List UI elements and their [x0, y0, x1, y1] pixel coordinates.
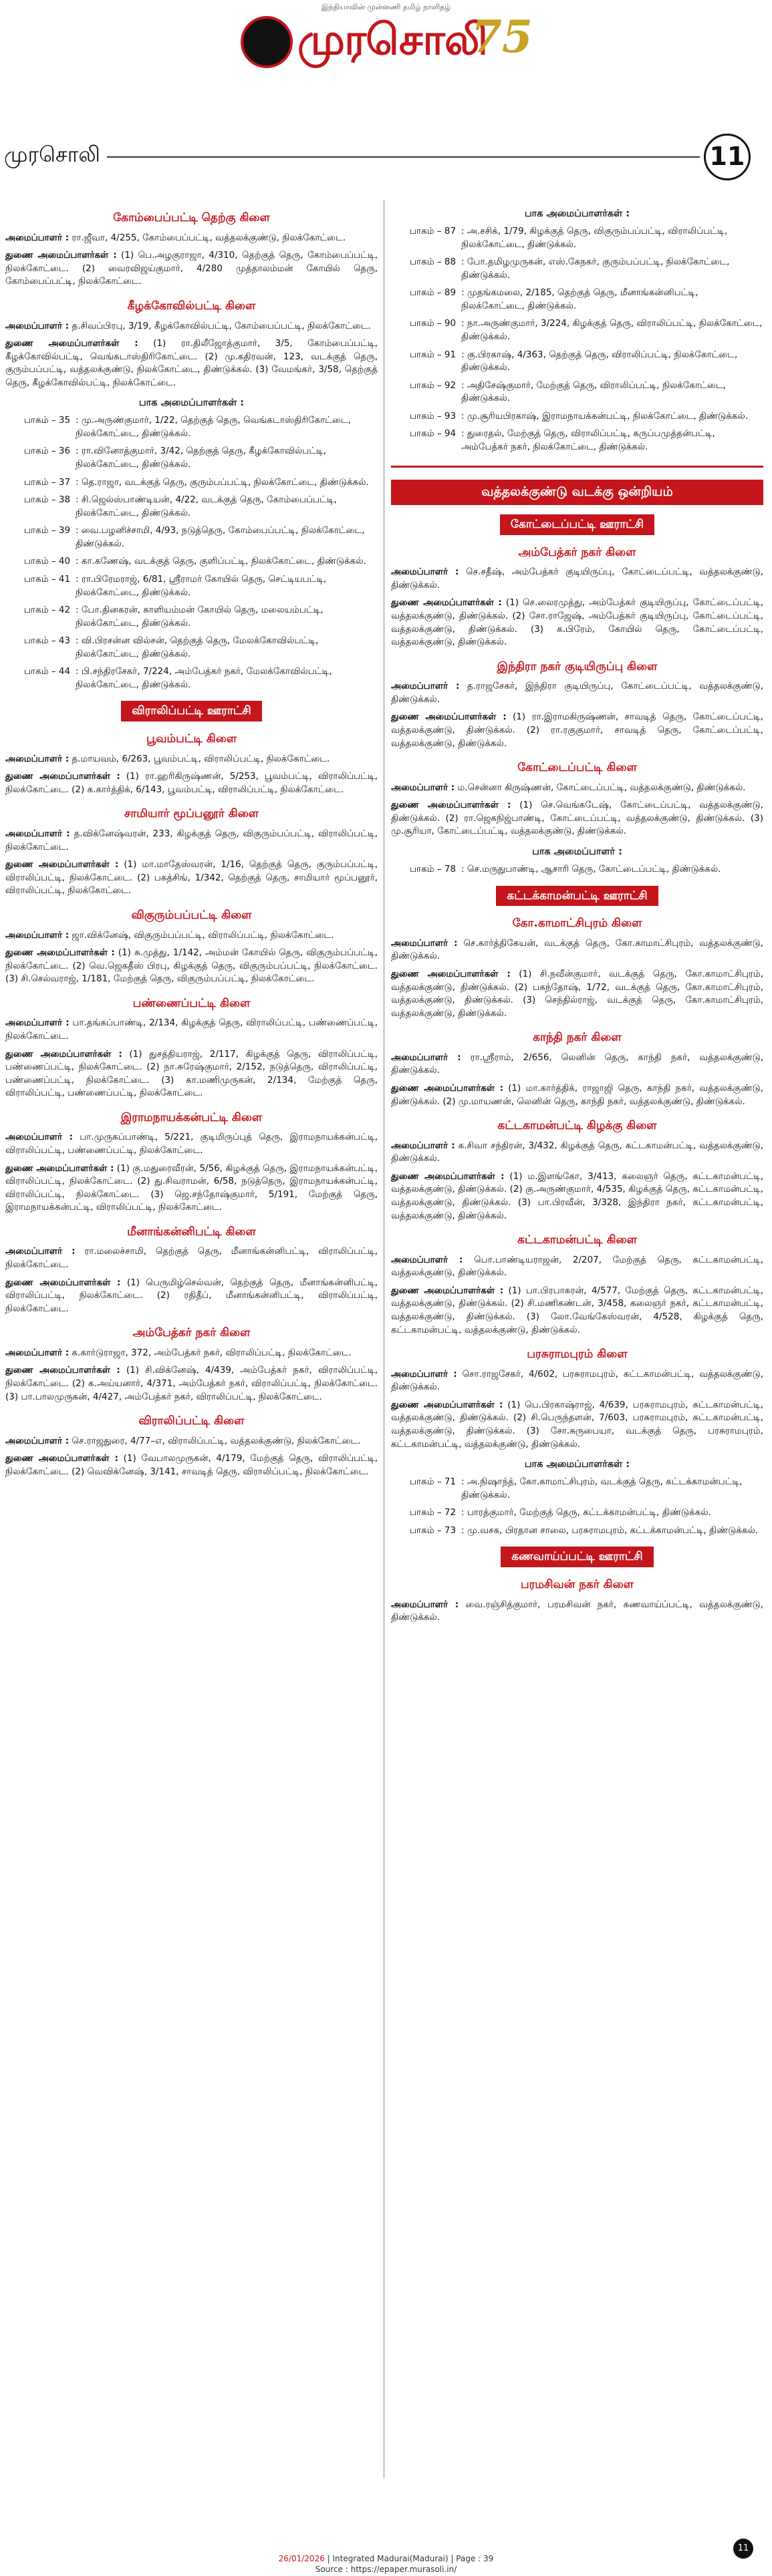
appointee-details: (1) கு.மதுரைவீரன், 5/56, கிழக்குத் தெரு, இராமநாயக்கன்பட்டி, விராலிப்பட்டி, நிலக்கோட்டை. (2) து.சிவராமன், 6/58, நடுத்தெரு, இராமநாயக்கன்பட்டி, விராலிப்பட்டி, நிலக்கோட்டை. (3) ஜெ.சந்தோஷ்குமார், 5/191, மேற்குத் தெரு, இராமநாயக்கன்பட்டி, விராலிப்பட்டி, நிலக்கோட்டை. [5, 1162, 378, 1213]
branch-heading: மீனாங்கன்னிபட்டி கிளை [127, 1225, 256, 1239]
appointee-details: (1) பா.பிரபாகரன், 4/577, மேற்குத் தெரு, கட்டகாமன்பட்டி, வத்தலக்குண்டு, திண்டுக்கல். (2) சி.மணிகண்டன், 3/458, கலைஞர் நகர், கட்டகாமன்பட்டி, வத்தலக்குண்டு, திண்டுக்கல். (3) லோ.வேங்கேஸ்வரன், 4/528, கிழக்குத் தெரு, கட்டகாமன்பட்டி, வத்தலக்குண்டு, திண்டுக்கல். [391, 1285, 763, 1335]
role-label: அமைப்பாளர் : [391, 1140, 455, 1151]
role-label: துணை அமைப்பாளர்கள் : [391, 1170, 505, 1182]
booth-number: பாகம் – 88 [410, 257, 457, 268]
booth-appointee: : பி.சந்திரசேகர், 7/224, அம்பேத்கர் நகர், மேலக்கோவில்பட்டி, நிலக்கோட்டை, திண்டுக்கல். [76, 666, 332, 690]
booth-entry [5, 476, 378, 490]
booth-entry [5, 604, 378, 630]
booth-number: பாகம் – 42 [24, 605, 71, 616]
appointee-details: (1) மா.மாதேஸ்வரன், 1/16, தெற்குத் தெரு, குரும்பப்பட்டி, விராலிப்பட்டி, நிலக்கோட்டை. (2) பகத்சிங், 1/342, தெற்குத் தெரு, சாமியார் மூப்பனூர், விராலிப்பட்டி, நிலக்கோட்டை. [5, 859, 378, 897]
role-label: அமைப்பாளர் : [391, 937, 458, 949]
appointee-details: (1) பெருமிழ்செல்வன், தெற்குத் தெரு, மீனாங்கன்னிபட்டி, விராலிப்பட்டி, நிலக்கோட்டை. (2) ரதிதீப், மீனாங்கன்னிபட்டி, விராலிப்பட்டி, நிலக்கோட்டை. [5, 1277, 378, 1314]
booth-entry [391, 410, 763, 424]
panchayat-heading: கணவாய்ப்பட்டி ஊராட்சி [501, 1547, 653, 1567]
appointee-details: (1) பெ.பிரகாஷ்ராஜ், 4/639, பரசுராமபுரம், கட்டகாமன்பட்டி, வத்தலக்குண்டு, திண்டுக்கல். (2) சி.பெருந்தளன், 7/603, பரசுராமபுரம், கட்டகாமன்பட்டி, வத்தலக்குண்டு, திண்டுக்கல். (3) சோ.சுருபையா, வடக்குத் தெரு, பரசுராமபுரம், கட்டகாமன்பட்டி, வத்தலக்குண்டு, திண்டுக்கல். [391, 1399, 763, 1450]
panchayat-heading: கட்டக்காமன்பட்டி ஊராட்சி [496, 886, 658, 907]
appointment-entry [391, 968, 763, 1020]
branch-heading: அம்பேத்கர் நகர் கிளை [132, 1326, 251, 1340]
appointee-details: த.சிவப்பிரபு, 3/19, கீழக்கோவில்பட்டி, கோம்பைப்பட்டி, நிலக்கோட்டை. [69, 320, 371, 331]
booth-appointee: : வை.பழனிச்சாமி, 4/93, நடுத்தெரு, கோம்பைப்பட்டி, நிலக்கோட்டை, திண்டுக்கல். [76, 525, 365, 549]
booth-entry [391, 1506, 763, 1520]
appointee-details: பொ.பாண்டியராஜன், 2/207, மேற்குத் தெரு, கட்டகாமன்பட்டி, வத்தலக்குண்டு, திண்டுக்கல். [391, 1254, 763, 1279]
booth-number: பாகம் – 91 [410, 349, 457, 360]
booth-number: பாகம் – 41 [24, 573, 71, 585]
page-number-badge: 11 [704, 134, 751, 180]
booth-appointee: : செ.மருதுபாண்டி, ஆசாரி தெரு, கோட்டைப்பட்டி, திண்டுக்கல். [461, 864, 721, 875]
appointee-details: த.விக்னேஷ்வரன், 233, கிழக்குத் தெரு, விகுரும்பப்பட்டி, விராலிப்பட்டி, நிலக்கோட்டை. [5, 828, 378, 852]
role-label: துணை அமைப்பாளர்கள் : [5, 859, 119, 870]
footer-line-1 [0, 2553, 772, 2564]
booth-number: பாகம் – 35 [24, 415, 71, 426]
role-label: துணை அமைப்பாளர்கள் : [391, 800, 511, 811]
role-label: துணை அமைப்பாளர்கள் : [5, 1277, 121, 1288]
booth-appointee: : கு.பிரகாஷ், 4/363, தெற்குத் தெரு, விராலிப்பட்டி, நிலக்கோட்டை, திண்டுக்கல். [461, 349, 738, 373]
appointment-entry [391, 1082, 763, 1108]
appointment-entry [391, 937, 763, 963]
booth-entry [5, 665, 378, 691]
role-label: அமைப்பாளர் : [5, 929, 70, 941]
booth-appointee: : அ.நிஷாந்த், கோ.காமாட்சிபுரம், வடக்குத் தெரு, கட்டக்காமன்பட்டி, திண்டுக்கல். [461, 1476, 743, 1500]
booth-entry [391, 349, 763, 375]
masthead [0, 0, 772, 79]
appointment-entry [5, 249, 378, 289]
branch-heading: இராமநாயக்கன்பட்டி கிளை [120, 1110, 263, 1124]
role-label: துணை அமைப்பாளர்கள் : [5, 1162, 114, 1174]
appointment-entry [391, 1285, 763, 1337]
booth-entry [5, 573, 378, 599]
booth-number: பாகம் – 40 [24, 556, 71, 567]
branch-heading: கோ.காமாட்சிபுரம் கிளை [512, 917, 642, 931]
appointment-entry [5, 1131, 378, 1157]
booth-number: பாகம் – 90 [410, 318, 457, 329]
footer-source: Source : https://epaper.murasoli.in/ [315, 2565, 457, 2575]
booth-entry [391, 1524, 763, 1538]
role-label: அமைப்பாளர் : [391, 782, 455, 793]
booth-number: பாகம் – 73 [410, 1524, 457, 1536]
appointee-details: ரா.ஜீவா, 4/255, கோம்பைப்பட்டி, வத்தலக்குண்டு, நிலக்கோட்டை. [69, 232, 346, 243]
appointee-details: (1) சி.நவீன்குமார், வடக்குத் தெரு, கோ.காமாட்சிபுரம், வத்தலக்குண்டு, திண்டுக்கல். (2) பகந்தோஷ், 1/72, வடக்குத் தெரு, கோ.காமாட்சிபுரம், வத்தலக்குண்டு, திண்டுக்கல். (3) செந்தில்ராஜ், வடக்குத் தெரு, கோ.காமாட்சிபுரம், வத்தலக்குண்டு, திண்டுக்கல். [391, 968, 763, 1019]
appointment-entry [391, 566, 763, 592]
booth-entry [391, 379, 763, 406]
booth-appointee: : துரைதல், மேற்குத் தெரு, விராலிப்பட்டி, கருப்பமுத்தன்பட்டி, அம்பேத்கர் நகர், நிலக்கோட்டை, திண்டுக்கல். [461, 428, 715, 452]
booth-appointee: : அதிசேஷ்குமார், மேற்குத் தெரு, விராலிப்பட்டி, நிலக்கோட்டை, திண்டுக்கல். [461, 379, 726, 404]
booth-number: பாகம் – 39 [24, 525, 71, 536]
role-label: அமைப்பாளர் : [5, 1132, 74, 1143]
appointee-details: (1) ரா.ஹரிகிருஷ்ணன், 5/253, பூவம்பட்டி, விராலிப்பட்டி, நிலக்கோட்டை. (2) க.கார்த்திக், 6/143, பூவம்பட்டி, விராலிப்பட்டி, நிலக்கோட்டை. [5, 771, 378, 795]
branch-heading: பண்ணைப்பட்டி கிளை [132, 996, 251, 1010]
role-label: துணை அமைப்பாளர்கள் : [5, 1048, 122, 1060]
role-label: அமைப்பாளர் : [391, 1599, 459, 1610]
appointment-entry [391, 711, 763, 750]
appointee-details: ரா.ஸ்ரீராம், 2/656, லெனின் தெரு, காந்தி நகர், வத்தலக்குண்டு, திண்டுக்கல். [391, 1052, 763, 1076]
appointee-details: செ.கார்த்திகேயன், வடக்குத் தெரு, கோ.காமாட்சிபுரம், வத்தலக்குண்டு, திண்டுக்கல். [391, 937, 763, 962]
booth-number: பாகம் – 38 [24, 494, 71, 506]
branch-heading: விராலிப்பட்டி கிளை [138, 1414, 245, 1428]
branch-heading: விகுரும்பப்பட்டி கிளை [131, 908, 252, 922]
branch-heading: கோட்டைப்பட்டி கிளை [517, 761, 637, 775]
branch-heading: அம்பேத்கர் நகர் கிளை [518, 545, 636, 559]
appointment-entry [5, 929, 378, 943]
appointment-entry [5, 1162, 378, 1215]
appointee-details: க.கார்டுராஜா, 372, அம்பேத்கர் நகர், விராலிப்பட்டி, நிலக்கோட்டை. [69, 1347, 352, 1358]
booth-appointee: : அ.சசிக், 1/79, கிழக்குத் தெரு, விகுரும்பப்பட்டி, விராலிப்பட்டி, நிலக்கோட்டை, திண்டுக்கல். [461, 226, 728, 250]
role-label: துணை அமைப்பாளர்கள் : [5, 338, 138, 349]
booth-appointee: : ரா.பிரேமராஜ், 6/81, ஸ்ரீராமர் கோயில் தெரு, செட்டியபட்டி, நிலக்கோட்டை, திண்டுக்கல். [76, 573, 327, 598]
appointee-details: வை.ரஞ்சித்குமார், பரமசிவன் நகர், கணவாய்ப்பட்டி, வத்தலக்குண்டு, திண்டுக்கல். [391, 1599, 763, 1623]
section-name: முரசொலி [4, 142, 100, 167]
booth-number: பாகம் – 89 [410, 287, 457, 299]
appointment-entry [5, 320, 378, 333]
role-label: துணை அமைப்பாளர்கள் : [5, 947, 115, 959]
booth-number: பாகம் – 36 [24, 446, 71, 457]
appointee-details: செ.ராஜதுரை, 4/77–எ, விராலிப்பட்டி, வத்தலக்குண்டு, நிலக்கோட்டை. [69, 1435, 361, 1446]
role-label: துணை அமைப்பாளர்கள் : [5, 1453, 119, 1464]
booth-appointee: : பாரத்குமார், மேற்குத் தெரு, கட்டக்காமன்பட்டி, திண்டுக்கல். [461, 1507, 711, 1518]
appointment-entry [391, 1170, 763, 1223]
booth-entry [391, 317, 763, 343]
booth-appointee: : போ.தமிழமுருகன், எஸ்.கேநகர், குரும்பப்பட்டி, நிலக்கோட்டை, திண்டுக்கல். [461, 257, 730, 281]
union-heading: வத்தலக்குண்டு வடக்கு ஒன்றியம் [391, 480, 763, 505]
appointee-details: (1) செ.லைரமுத்து, அம்பேத்கர் குடியிருப்பு, கோட்டைப்பட்டி, வத்தலக்குண்டு, திண்டுக்கல். (2) சோ.ராஜேஷ், அம்பேத்கர் குடியிருப்பு, கோட்டைப்பட்டி, வத்தலக்குண்டு, திண்டுக்கல். (3) க.பிரேம், கோயில் தெரு, கோட்டைப்பட்டி, வத்தலக்குண்டு, திண்டுக்கல். [391, 597, 764, 648]
appointment-entry [5, 337, 378, 389]
appointee-details: ரா.மலைச்சாமி, தெற்குத் தெரு, மீனாங்கன்னிபட்டி, விராலிப்பட்டி, நிலக்கோட்டை. [5, 1246, 378, 1271]
role-label: துணை அமைப்பாளர்கள் : [391, 711, 507, 723]
appointment-entry [391, 1399, 763, 1451]
appointment-entry [5, 232, 378, 245]
booth-entry [5, 414, 378, 440]
booth-heading: பாக அமைப்பாளர்கள் : [524, 1459, 630, 1470]
booth-entry [391, 287, 763, 313]
appointment-entry [5, 828, 378, 854]
appointee-details: த.ராஜசேகர், இந்திரா குடியிருப்பு, கோட்டைப்பட்டி, வத்தலக்குண்டு, திண்டுக்கல். [391, 681, 763, 705]
booth-number: பாகம் – 37 [24, 476, 71, 488]
appointee-details: (1) ரா.இராமகிருஷ்ணன், சாவடித் தெரு, கோட்டைப்பட்டி, வத்தலக்குண்டு, திண்டுக்கல். (2) ரா.ரகுகுமார், சாவடித் தெரு, கோட்டைப்பட்டி, வத்தலக்குண்டு, திண்டுக்கல். [391, 711, 763, 749]
role-label: அமைப்பாளர் : [5, 753, 70, 764]
section-header [0, 132, 772, 180]
appointee-details: (1) ம.இளங்கோ, 3/413, கலைஞர் தெரு, கட்டகாமன்பட்டி, வத்தலக்குண்டு, திண்டுக்கல். (2) கு.அருண்குமார், 4/535, கிழக்குத் தெரு, கட்டகாமன்பட்டி, வத்தலக்குண்டு, திண்டுக்கல். (3) பா.பிரவீன், 3/328, இந்திரா நகர், கட்டகாமன்பட்டி, வத்தலக்குண்டு, திண்டுக்கல். [391, 1170, 764, 1221]
appointee-details: பா.தங்கப்பாண்டி, 2/134, கிழக்குத் தெரு, விராலிப்பட்டி, பண்ணைப்பட்டி, நிலக்கோட்டை. [5, 1017, 378, 1041]
booth-appointee: : ரா.வினோத்குமார், 3/42, தெற்குத் தெரு, கீழக்கோவில்பட்டி, நிலக்கோட்டை, திண்டுக்கல். [76, 446, 327, 470]
appointment-entry [391, 1599, 763, 1625]
booth-entry [391, 225, 763, 251]
corner-page-number: 11 [733, 2539, 753, 2559]
appointment-entry [391, 1140, 763, 1166]
appointment-entry [391, 782, 763, 795]
left-column [0, 200, 378, 1484]
role-label: துணை அமைப்பாளர்கள் : [5, 1365, 120, 1376]
appointee-details: செ.சதீஷ், அம்பேத்கர் குடியிருப்பு, கோட்டைப்பட்டி, வத்தலக்குண்டு, திண்டுக்கல். [391, 567, 763, 591]
appointment-entry [5, 1364, 378, 1404]
booth-appointee: : சி.ஜெல்ஸ்பாண்டியன், 4/22, வடக்குத் தெரு, கோம்பைப்பட்டி, நிலக்கோட்டை, திண்டுக்கல். [76, 494, 337, 518]
role-label: அமைப்பாளர் : [391, 681, 460, 692]
branch-heading: கட்டகாமன்பட்டி கிழக்கு கிளை [497, 1119, 657, 1133]
booth-entry [391, 256, 763, 282]
appointment-entry [5, 858, 378, 898]
appointee-details: (1) துசத்தியராஜ், 2/117, கிழக்குத் தெரு, விராலிப்பட்டி, பண்ணைப்பட்டி, நிலக்கோட்டை. (2) நா.சுரேஷ்குமார், 2/152, நடுத்தெரு, விராலிப்பட்டி, பண்ணைப்பட்டி, நிலக்கோட்டை. (3) கா.மணிமுருகன், 2/134, மேற்குத் தெரு, விராலிப்பட்டி, பண்ணைப்பட்டி, நிலக்கோட்டை. [5, 1048, 378, 1099]
booth-number: பாகம் – 44 [24, 666, 71, 677]
appointee-details: ம.சென்னா கிருஷ்ணன், கோட்டைப்பட்டி, வத்தலக்குண்டு, திண்டுக்கல். [455, 782, 746, 793]
booth-entry [391, 1476, 763, 1502]
role-label: துணை அமைப்பாளர்கள் : [391, 968, 511, 979]
booth-entry [5, 635, 378, 661]
role-label: அமைப்பாளர் : [391, 1368, 457, 1380]
appointment-entry [5, 1347, 378, 1360]
role-label: அமைப்பாளர் : [5, 320, 70, 331]
footer-edition: | Integrated Madurai(Madurai) | Page : 39 [324, 2554, 494, 2563]
booth-number: பாகம் – 72 [410, 1507, 457, 1518]
appointment-entry [5, 770, 378, 796]
booth-number: பாகம் – 43 [24, 635, 71, 647]
booth-number: பாகம் – 87 [410, 226, 457, 237]
section-separator [391, 466, 763, 468]
role-label: அமைப்பாளர் : [5, 1246, 76, 1257]
branch-heading: பூவம்பட்டி கிளை [146, 732, 237, 746]
booth-number: பாகம் – 71 [410, 1476, 457, 1488]
appointee-details: (1) மா.கார்த்திக், ராஜாஜி தெரு, காந்தி நகர், வத்தலக்குண்டு, திண்டுக்கல். (2) மு.மாயணன், லெனின் தெரு, காந்தி நகர், வத்தலக்குண்டு, திண்டுக்கல். [391, 1083, 763, 1107]
role-label: அமைப்பாளர் : [5, 828, 70, 840]
booth-appointee: : மு.அருண்குமார், 1/22, தெற்குத் தெரு, வெங்கடாஸ்திரிகோட்டை, நிலக்கோட்டை, திண்டுக்கல். [76, 415, 351, 439]
role-label: அமைப்பாளர் : [391, 567, 459, 578]
branch-heading: கீழக்கோவில்பட்டி கிளை [127, 299, 256, 313]
booth-entry [391, 428, 763, 454]
panchayat-heading: விராலிப்பட்டி ஊராட்சி [121, 701, 262, 721]
branch-heading: சாமியார் மூப்பனூர் கிளை [124, 807, 259, 821]
role-label: அமைப்பாளர் : [5, 1017, 70, 1029]
appointee-details: த.மாயவம், 6/263, பூவம்பட்டி, விராலிப்பட்டி, நிலக்கோட்டை. [69, 753, 330, 764]
appointment-entry [5, 1277, 378, 1316]
role-label: அமைப்பாளர் : [391, 1254, 463, 1265]
appointment-entry [391, 799, 763, 838]
role-label: அமைப்பாளர் : [5, 232, 70, 243]
role-label: அமைப்பாளர் : [391, 1052, 461, 1063]
appointee-details: (1) ரா.திலீஜோத்குமார், 3/5, கோம்பைப்பட்டி, கீழக்கோவில்பட்டி, வெங்கடாஸ்திரிகோட்டை. (2) மு.கதிரவன், 123, வடக்குத் தெரு, குரும்பப்பட்டி, வத்தலக்குண்டு, நிலக்கோட்டை, திண்டுக்கல். (3) வேமங்கர், 3/58, தெற்குத் தெரு, கீழக்கோவில்பட்டி, நிலக்கோட்டை. [5, 338, 378, 388]
role-label: துணை அமைப்பாளர்கள் : [391, 1285, 504, 1296]
booth-number: பாகம் – 78 [410, 864, 457, 875]
role-label: துணை அமைப்பாளர்கள் : [391, 597, 502, 609]
emblem-icon [241, 16, 293, 68]
booth-heading: பாக அமைப்பாளர்கள் : [138, 397, 245, 409]
role-label: துணை அமைப்பாளர்கள் : [391, 1399, 503, 1410]
branch-heading: கோம்பைப்பட்டி தெற்கு கிளை [113, 211, 270, 224]
appointment-entry [5, 1048, 378, 1100]
appointment-entry [5, 1245, 378, 1271]
role-label: அமைப்பாளர் : [5, 1347, 70, 1358]
appointee-details: (1) வேபாலமுருகன், 4/179, மேற்குத் தெரு, விராலிப்பட்டி, நிலக்கோட்டை. (2) வெவிக்னேஷ், 3/141, சாவடித் தெரு, விராலிப்பட்டி, நிலக்கோட்டை. [5, 1453, 378, 1477]
anniversary-badge: 75 [471, 11, 533, 63]
branch-heading: கட்டகாமன்பட்டி கிளை [517, 1233, 637, 1247]
branch-heading: பரமசிவன் நகர் கிளை [520, 1578, 634, 1592]
appointment-entry [5, 753, 378, 766]
booth-number: பாகம் – 92 [410, 379, 457, 391]
newspaper-name: முரசொலி [297, 15, 487, 65]
appointee-details: ஜா.விக்னேஷ், விகுரும்பப்பட்டி, விராலிப்பட்டி, நிலக்கோட்டை. [69, 929, 334, 941]
booth-heading: பாக அமைப்பாளர்கள் : [524, 208, 630, 219]
branch-heading: பரசுராமபுரம் கிளை [527, 1347, 628, 1361]
booth-appointee: : மு.சூரியபிரகாஷ், இராமநாயக்கன்பட்டி, நிலக்கோட்டை, திண்டுக்கல். [461, 410, 748, 422]
booth-entry [391, 863, 763, 876]
booth-appointee: : மு.வசக, பிரதான சாலை, பரசுராமபுரம், கட்டக்காமன்பட்டி, திண்டுக்கல். [461, 1524, 759, 1536]
appointment-entry [391, 1052, 763, 1078]
role-label: துணை அமைப்பாளர்கள் : [5, 771, 120, 782]
booth-number: பாகம் – 94 [410, 428, 457, 440]
footer [0, 2553, 772, 2575]
appointment-entry [391, 680, 763, 706]
booth-appointee: : வி.பிரசன்ன வில்சன், தெற்குத் தெரு, மேலக்கோவில்பட்டி, நிலக்கோட்டை, திண்டுக்கல். [76, 635, 319, 659]
role-label: அமைப்பாளர் : [5, 1435, 70, 1446]
booth-heading: பாக அமைப்பாளர் : [532, 846, 622, 857]
appointee-details: சொ.ராஜசேகர், 4/602, பரசுராமபுரம், கட்டகாமன்பட்டி, வத்தலக்குண்டு, திண்டுக்கல். [391, 1368, 763, 1393]
booth-number: பாகம் – 93 [410, 410, 457, 422]
role-label: துணை அமைப்பாளர்கள் : [5, 250, 117, 261]
appointee-details: (1) பெ.அழகுராஜா, 4/310, தெற்குத் தெரு, கோம்பைப்பட்டி, நிலக்கோட்டை. (2) வைரவிஜய்குமார், 4/280 முத்தாலம்மன் கோயில் தெரு, கோம்பைப்பட்டி, நிலக்கோட்டை. [5, 250, 378, 287]
section-divider [107, 156, 700, 158]
appointment-entry [391, 597, 763, 649]
branch-heading: இந்திரா நகர் குடியிருப்பு கிளை [497, 659, 658, 673]
branch-heading: காந்தி நகர் கிளை [533, 1031, 622, 1045]
appointment-entry [5, 947, 378, 986]
role-label: துணை அமைப்பாளர்கள் : [391, 1083, 504, 1094]
booth-entry [5, 494, 378, 520]
right-column [391, 200, 769, 1629]
masthead-logo [234, 7, 541, 73]
booth-entry [5, 524, 378, 550]
appointment-entry [5, 1017, 378, 1043]
booth-appointee: : முதங்கமலை, 2/185, தெற்குத் தெரு, மீனாங்கன்னிபட்டி, நிலக்கோட்டை, திண்டுக்கல். [461, 287, 698, 311]
booth-appointee: : தெ.ராஜா, வடக்குத் தெரு, குரும்பப்பட்டி, நிலக்கோட்டை, திண்டுக்கல். [76, 476, 369, 488]
footer-date: 26/01/2026 [278, 2554, 325, 2563]
booth-appointee: : கா.கணேஷ், வடக்குத் தெரு, குளிப்பட்டி, நிலக்கோட்டை, திண்டுக்கல். [76, 556, 366, 567]
masthead-tagline: இந்தியாவின் முன்னணி தமிழ் நாளிதழ் [321, 3, 451, 11]
appointment-entry [5, 1452, 378, 1478]
panchayat-heading: கோட்டைப்பட்டி ஊராட்சி [500, 514, 654, 535]
booth-entry [5, 445, 378, 471]
appointee-details: (1) சு.முத்து, 1/142, அம்மன் கோயில் தெரு, விகுரும்பப்பட்டி, நிலக்கோட்டை. (2) வெ.ஜெகதீஸ் பிரபு, கிழக்குத் தெரு, விகுரும்பப்பட்டி, நிலக்கோட்டை. (3) சி.செல்வராஜ், 1/181, மேற்குத் தெரு, விகுரும்பப்பட்டி, நிலக்கோட்டை. [5, 947, 378, 985]
appointment-entry [391, 1254, 763, 1280]
booth-appointee: : போ.தினகரன், காளியம்மன் கோயில் தெரு, மலையம்பட்டி, நிலக்கோட்டை, திண்டுக்கல். [76, 605, 324, 629]
appointee-details: (1) சி.விக்னேஷ், 4/439, அம்பேத்கர் நகர், விராலிப்பட்டி, நிலக்கோட்டை. (2) க.அய்யனார், 4/371, அம்பேத்கர் நகர், விராலிப்பட்டி, நிலக்கோட்டை. (3) பா.பாலமுருகன், 4/427, அம்பேத்கர் நகர், விராலிப்பட்டி, நிலக்கோட்டை. [5, 1365, 378, 1402]
appointment-entry [5, 1435, 378, 1448]
appointee-details: க.சிவா சந்திரன், 3/432, கிழக்குத் தெரு, கட்டகாமன்பட்டி, வத்தலக்குண்டு, திண்டுக்கல். [391, 1140, 763, 1164]
booth-entry [5, 555, 378, 569]
appointment-entry [391, 1368, 763, 1394]
appointee-details: பா.முருகப்பாண்டி, 5/221, குடிமிருப்புத் தெரு, இராமநாயக்கன்பட்டி, விராலிப்பட்டி, பண்ணைப்பட்டி, நிலக்கோட்டை. [5, 1132, 378, 1156]
booth-appointee: : நா.அருண்குமார், 3/224, கிழக்குத் தெரு, விராலிப்பட்டி, நிலக்கோட்டை, திண்டுக்கல். [461, 318, 763, 342]
appointee-details: (1) செ.வெங்கடேஷ், கோட்டைப்பட்டி, வத்தலக்குண்டு, திண்டுக்கல். (2) ரா.ஜெகநிஜ்பாண்டி, கோட்டைப்பட்டி, வத்தலக்குண்டு, திண்டுக்கல். (3) மு.சூரியா, கோட்டைப்பட்டி, வத்தலக்குண்டு, திண்டுக்கல். [391, 800, 763, 837]
